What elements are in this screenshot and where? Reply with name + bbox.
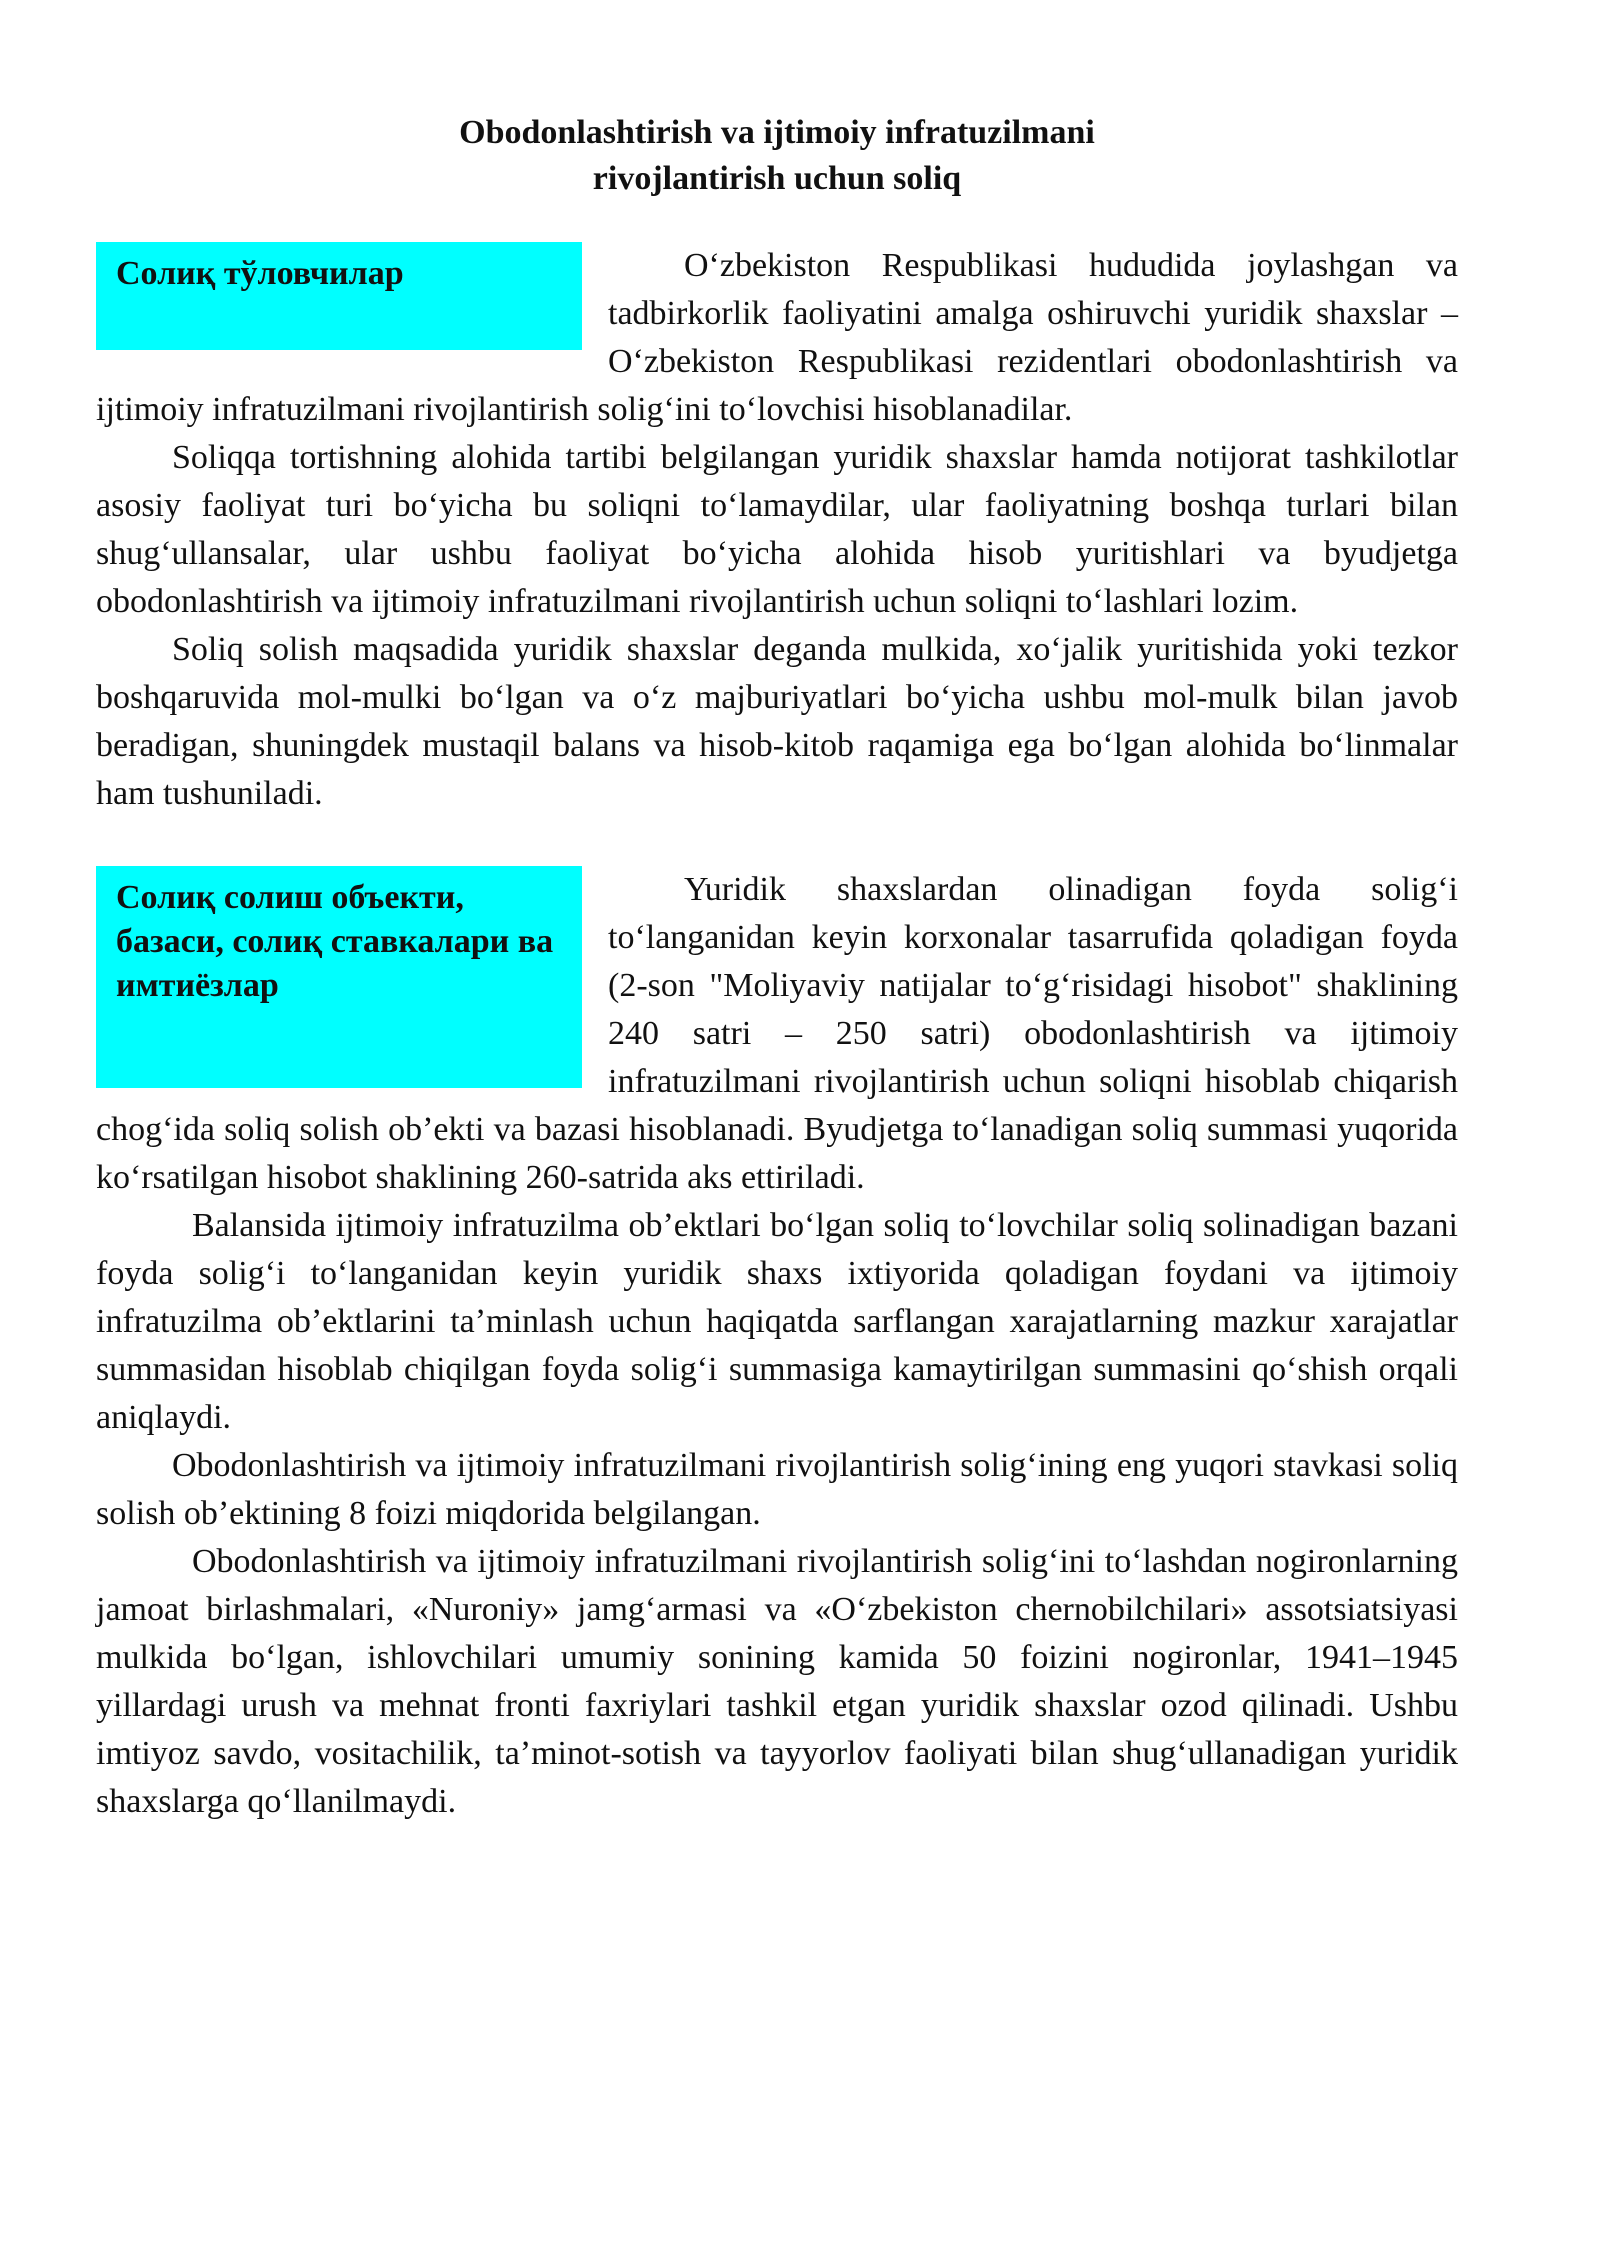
paragraph: Oʻzbekiston Respublikasi hududida joylashgan va tadbirkorlik faoliyatini amalga oshiruvchi yuridik shaxslar –Oʻzbekiston Respublikasi rezidentlari obodonlashtirish va ijtimoiy infratuzilmani rivojlantirish soligʻini toʻlovchisi hisoblanadilar. — [96, 247, 1458, 428]
paragraph: Obodonlashtirish va ijtimoiy infratuzilmani rivojlantirish soligʻining eng yuqori stavkasi soliq solish obʼektining 8 foizi miqdorida belgilangan. — [96, 1447, 1458, 1532]
section-tax-object — [96, 866, 1458, 1826]
paragraph: Obodonlashtirish va ijtimoiy infratuzilmani rivojlantirish soligʻini toʻlashdan nogironlarning jamoat birlashmalari, «Nuroniy» jamgʻarmasi va «Oʻzbekiston chernobilchilari» assotsiatsiyasi mulkida boʻlgan, ishlovchilari umumiy sonining kamida 50 foizini nogironlar, 1941–1945 yillardagi urush va mehnat fronti faxriylari tashkil etgan yuridik shaxslar ozod qilinadi. Ushbu imtiyoz savdo, vositachilik, taʼminot-sotish va tayyorlov faoliyati bilan shugʻullanadigan yuridik shaxslarga qoʻllanilmaydi. — [96, 1543, 1458, 1820]
title-line-2: rivojlantirish uchun soliq — [592, 160, 962, 197]
section-label-tax-object: Солиқ солиш объекти, базаси, солиқ ставкалари ва имтиёзлар — [96, 866, 582, 1088]
section-spacer — [96, 818, 1458, 866]
paragraph: Yuridik shaxslardan olinadigan foyda soligʻi toʻlanganidan keyin korxonalar tasarrufida qoladigan foyda (2-son "Moliyaviy natijalar toʻgʻrisidagi hisobot" shaklining 240 satri – 250 satri) obodonlashtirish va ijtimoiy infratuzilmani rivojlantirish uchun soliqni hisoblab chiqarish chogʻida soliq solish obʼekti va bazasi hisoblanadi. Byudjetga toʻlanadigan soliq summasi yuqorida koʻrsatilgan hisobot shaklining 260-satrida aks ettiriladi. — [96, 871, 1458, 1196]
paragraph: Soliqqa tortishning alohida tartibi belgilangan yuridik shaxslar hamda notijorat tashkilotlar asosiy faoliyat turi boʻyicha bu soliqni toʻlamaydilar, ular faoliyatning boshqa turlari bilan shugʻullansalar, ular ushbu faoliyat boʻyicha alohida hisob yuritishlari va byudjetga obodonlashtirish va ijtimoiy infratuzilmani rivojlantirish uchun soliqni toʻlashlari lozim. — [96, 439, 1458, 620]
paragraph: Soliq solish maqsadida yuridik shaxslar deganda mulkida, xoʻjalik yuritishida yoki tezkor boshqaruvida mol-mulki boʻlgan va oʻz majburiyatlari boʻyicha ushbu mol-mulk bilan javob beradigan, shuningdek mustaqil balans va hisob-kitob raqamiga ega boʻlgan alohida boʻlinmalar ham tushuniladi. — [96, 631, 1458, 812]
section-label-tax-payers: Солиқ тўловчилар — [96, 242, 582, 350]
section-tax-payers — [96, 242, 1458, 818]
paragraph: Balansida ijtimoiy infratuzilma obʼektlari boʻlgan soliq toʻlovchilar soliq solinadigan bazani foyda soligʻi toʻlanganidan keyin yuridik shaxs ixtiyorida qoladigan foydani va ijtimoiy infratuzilma obʼektlarini taʼminlash uchun haqiqatda sarflangan xarajatlarning mazkur xarajatlar summasidan hisoblab chiqilgan foyda soligʻi summasiga kamaytirilgan summasini qoʻshish orqali aniqlaydi. — [96, 1207, 1458, 1436]
title-line-1: Obodonlashtirish va ijtimoiy infratuzilmani — [459, 114, 1095, 151]
document-title — [96, 110, 1458, 202]
